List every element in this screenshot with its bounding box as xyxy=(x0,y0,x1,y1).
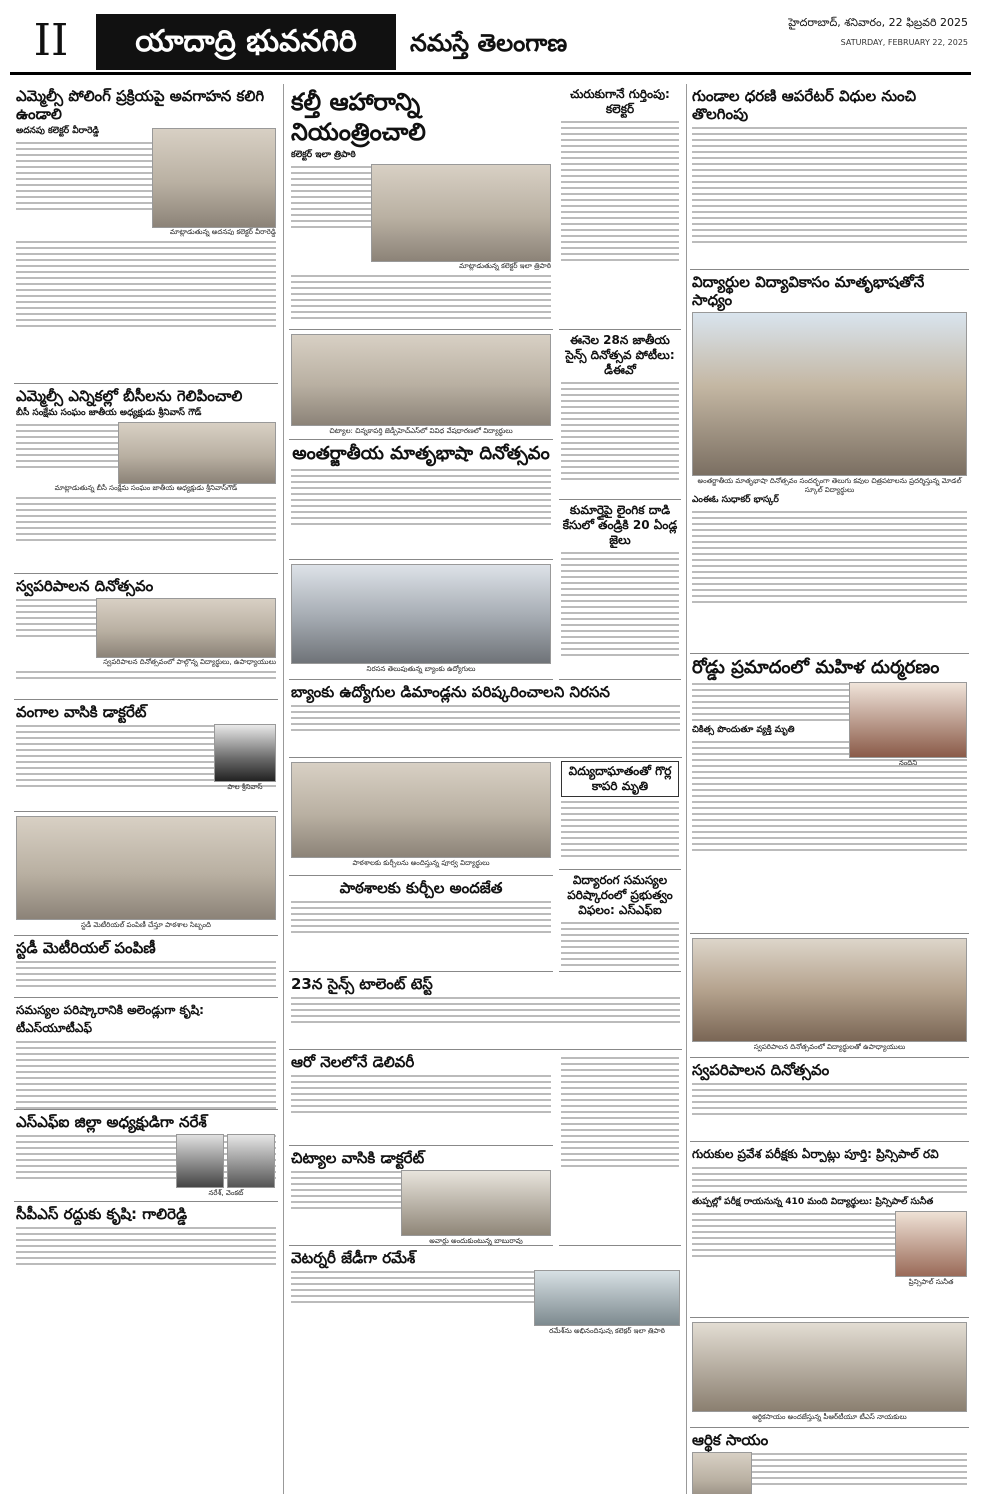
lead-headline: కల్తీ ఆహారాన్ని నియంత్రించాలి xyxy=(291,88,426,146)
article-body xyxy=(692,511,967,603)
headline: స్వపరిపాలన దినోత్సవం xyxy=(692,1061,830,1079)
article[interactable] xyxy=(289,876,553,972)
headline: ఎమ్మెల్సీ ఎన్నికల్లో బీసీలను గెలిపించాలి xyxy=(16,387,243,405)
headline: ఆర్థిక సాయం xyxy=(692,1431,769,1449)
headline: విద్యార్థుల విద్యావికాసం మాతృభాషతోనే సాధ్యం xyxy=(692,273,925,309)
article[interactable] xyxy=(289,1246,682,1334)
article[interactable] xyxy=(289,440,553,560)
headline: వంగాల వాసికి డాక్టరేట్ xyxy=(16,703,147,721)
article[interactable] xyxy=(14,384,278,574)
article-body xyxy=(561,382,679,480)
article-body xyxy=(561,1057,679,1167)
article-photo xyxy=(692,1322,967,1412)
article[interactable] xyxy=(289,84,553,330)
headline: విద్యారంగ సమస్యల పరిష్కారంలో ప్రభుత్వం విఫలం: ఎస్ఎఫ్ఐ xyxy=(567,873,673,917)
byline: ఎంఈఓ సుధాకర్ భాస్కర్ xyxy=(692,495,779,505)
article[interactable] xyxy=(559,758,681,870)
article[interactable] xyxy=(14,574,278,700)
article[interactable] xyxy=(559,84,681,330)
photo-caption: స్టడీ మెటీరియల్ పంపిణీ చేస్తూ పాఠశాల సిబ్బంది xyxy=(81,921,211,929)
photo-caption: రమేశ్‌ను అభినందిస్తున్న కలెక్టర్ ఇలా త్రిపాఠి xyxy=(549,1327,665,1334)
headline: స్టడీ మెటీరియల్ పంపిణీ xyxy=(16,939,156,957)
masthead xyxy=(10,10,971,75)
paper-name: నమస్తే తెలంగాణ xyxy=(410,29,568,57)
article-body xyxy=(291,1075,551,1113)
headline: గురుకుల ప్రవేశ పరీక్షకు ఏర్పాట్లు పూర్తి: ప్రిన్సిపాల్ రవి xyxy=(692,1147,939,1161)
article-body xyxy=(16,671,276,679)
article-photo xyxy=(291,564,551,664)
headline: రోడ్డు ప్రమాదంలో మహిళ దుర్మరణం xyxy=(692,657,940,678)
article[interactable] xyxy=(289,1146,553,1246)
article-body xyxy=(291,901,551,933)
article[interactable] xyxy=(559,1050,681,1246)
byline: కలెక్టర్ ఇలా త్రిపాఠి xyxy=(291,150,356,160)
article-photo xyxy=(16,816,276,920)
article-body xyxy=(291,997,680,1023)
article[interactable] xyxy=(690,934,969,1058)
photo-caption: ఆర్థికసాయం అందజేస్తున్న పీఆర్‌టీయూ టీఎస్ నాయకులు xyxy=(752,1413,907,1421)
photo-caption: స్వపరిపాలన దినోత్సవంలో పాల్గొన్న విద్యార్థులు, ఉపాధ్యాయులు xyxy=(103,658,276,666)
dateline: హైదరాబాద్, శనివారం, 22 ఫిబ్రవరి 2025 xyxy=(788,16,968,29)
article[interactable] xyxy=(289,680,682,758)
article[interactable] xyxy=(289,1050,553,1146)
article[interactable] xyxy=(690,270,969,654)
article-body xyxy=(16,497,276,541)
article-photo xyxy=(692,938,967,1042)
article-photo xyxy=(96,598,276,658)
article[interactable] xyxy=(690,1318,969,1428)
article[interactable] xyxy=(289,972,682,1050)
article-photo xyxy=(371,164,551,262)
headline: సీపీఎస్ రద్దుకు కృషి: గాలిరెడ్డి xyxy=(16,1205,188,1223)
headline: పాఠశాలకు కుర్చీల అందజేత xyxy=(339,879,503,897)
article-body xyxy=(16,241,276,327)
column-center xyxy=(289,84,682,1494)
headline: ఆరో నెలలోనే డెలివరీ xyxy=(291,1053,415,1071)
article-body xyxy=(16,961,276,987)
headline: వెటర్నరీ జేడీగా రమేశ్ xyxy=(291,1249,416,1267)
headline: విద్యుదాఘాతంతో గొర్ల కాపరి మృతి xyxy=(561,761,679,797)
photo-caption: మాట్లాడుతున్న అదనపు కలెక్టర్ వీరారెడ్డి xyxy=(169,228,276,236)
column-divider xyxy=(686,84,687,1494)
article[interactable] xyxy=(559,500,681,680)
portrait-photo xyxy=(214,724,276,782)
column-divider xyxy=(283,84,284,1494)
portrait-photo xyxy=(849,682,967,758)
photo-caption: మాట్లాడుతున్న కలెక్టర్ ఇలా త్రిపాఠి xyxy=(459,262,551,270)
headline: గుండాల ధరణి ఆపరేటర్ విధుల నుంచి తొలగింపు xyxy=(692,87,917,123)
article[interactable] xyxy=(690,1142,969,1318)
photo-caption: మాట్లాడుతున్న బీసీ సంక్షేమ సంఘం జాతీయ అధ్యక్షుడు శ్రీనివాస్‌గౌడ్ xyxy=(54,484,238,492)
article-photo xyxy=(692,1452,752,1494)
photo-caption: నందిని xyxy=(898,759,918,767)
article-body xyxy=(291,469,551,525)
article[interactable] xyxy=(14,84,278,384)
portrait-photo xyxy=(227,1134,275,1188)
article-body xyxy=(291,705,680,731)
article[interactable] xyxy=(14,998,278,1110)
photo-caption: స్వపరిపాలన దినోత్సవంలో విద్యార్థులతో ఉపాధ్యాయులు xyxy=(753,1043,906,1051)
article-photo xyxy=(692,312,967,476)
article[interactable] xyxy=(690,1428,969,1494)
article-photo xyxy=(534,1270,680,1326)
article[interactable] xyxy=(289,758,553,876)
headline: సమస్యల పరిష్కారానికి అలెండ్లుగా కృషి: టీఎస్‌యూటీఎఫ్ xyxy=(16,1003,204,1035)
article[interactable] xyxy=(14,812,278,936)
headline: అంతర్జాతీయ మాతృభాషా దినోత్సవం xyxy=(292,443,550,464)
article-body xyxy=(561,801,679,857)
article[interactable] xyxy=(14,700,278,812)
article[interactable] xyxy=(690,654,969,934)
headline: బ్యాంకు ఉద్యోగుల డిమాండ్లను పరిష్కరించాలని నిరసన xyxy=(291,683,610,701)
headline: ఈనెల 28న జాతీయ సైన్స్ దినోత్సవ పోటీలు: డీఈవో xyxy=(565,333,675,377)
article-photo xyxy=(291,334,551,426)
headline: స్వపరిపాలన దినోత్సవం xyxy=(16,577,154,595)
article-body xyxy=(561,552,679,656)
article-photo xyxy=(152,128,276,228)
article[interactable] xyxy=(14,1110,278,1202)
article[interactable] xyxy=(14,936,278,998)
headline: కుమార్తైపై లైంగిక దాడి కేసులో తండ్రికి 20 ఏండ్ల జైలు xyxy=(562,503,678,547)
subheadline: తుప్పల్లో పరీక్ష రాయనున్న 410 మంది విద్యార్థులు: ప్రిన్సిపాల్ సునీత xyxy=(692,1197,934,1207)
article[interactable] xyxy=(690,1058,969,1142)
photo-caption: నరేశ్, వెంకట్ xyxy=(208,1189,244,1197)
headline: ఎమ్మెల్సీ పోలింగ్ ప్రక్రియపై అవగాహన కలిగి ఉండాలి xyxy=(16,87,265,123)
article[interactable] xyxy=(14,1202,278,1282)
article-body xyxy=(692,1083,967,1115)
page-number: II xyxy=(33,15,69,66)
portrait-photo xyxy=(895,1211,967,1277)
article-body xyxy=(692,127,967,243)
headline: చురుకుగానే గుర్తింపు: కలెక్టర్ xyxy=(570,87,670,116)
headline: 23న సైన్స్ టాలెంట్ టెస్ట్ xyxy=(291,975,433,993)
article-photo xyxy=(291,762,551,858)
subheadline: చికిత్స పొందుతూ వ్యక్తి మృతి xyxy=(692,725,795,735)
photo-caption: నిరసన తెలుపుతున్న బ్యాంకు ఉద్యోగులు xyxy=(366,665,476,673)
photo-caption: పాల శ్రీనివాస్ xyxy=(227,783,263,791)
article[interactable] xyxy=(559,330,681,500)
byline: బీసీ సంక్షేమ సంఘం జాతీయ అధ్యక్షుడు శ్రీనివాస్ గౌడ్ xyxy=(16,408,202,418)
article-body xyxy=(692,1167,967,1193)
column-left xyxy=(14,84,278,1494)
headline: ఎస్ఎఫ్ఐ జిల్లా అధ్యక్షుడిగా నరేశ్ xyxy=(16,1113,207,1131)
article-photo xyxy=(401,1170,551,1236)
photo-caption: అంతర్జాతీయ మాతృభాషా దినోత్సవం సందర్భంగా తెలుగు కవుల చిత్రపటాలను ప్రదర్శిస్తున్న మోడల్ స్కూల్ విద్యార్థులు xyxy=(697,477,962,494)
article[interactable] xyxy=(559,870,681,972)
photo-caption: ప్రిన్సిపాల్ సునీత xyxy=(908,1278,954,1286)
dateline-english: SATURDAY, FEBRUARY 22, 2025 xyxy=(840,38,968,47)
district-banner: యాదాద్రి భువనగిరి xyxy=(96,14,396,70)
article-body xyxy=(16,1041,276,1109)
article-body xyxy=(561,121,679,261)
photo-caption: పాఠశాలకు కుర్చీలను అందిస్తున్న పూర్వ విద్యార్థులు xyxy=(352,859,490,867)
byline: అదనపు కలెక్టర్ వీరారెడ్డి xyxy=(16,126,100,136)
article-photo xyxy=(118,422,276,484)
photo-caption: చిట్యాల: చిన్నకాపర్తి జెడ్పీహెచ్ఎస్‌లో వివిధ వేషధారణలో విద్యార్థులు xyxy=(329,427,513,435)
article-body xyxy=(291,275,551,319)
article-body xyxy=(561,922,679,966)
photo-caption: అవార్డు అందుకుంటున్న బాబురావు xyxy=(429,1237,523,1245)
portrait-photo xyxy=(176,1134,224,1188)
column-right xyxy=(690,84,969,1494)
headline: చిట్యాల వాసికి డాక్టరేట్ xyxy=(291,1149,425,1167)
article-body xyxy=(16,1227,276,1265)
article[interactable] xyxy=(289,330,553,440)
article[interactable] xyxy=(289,560,553,680)
article[interactable] xyxy=(690,84,969,270)
